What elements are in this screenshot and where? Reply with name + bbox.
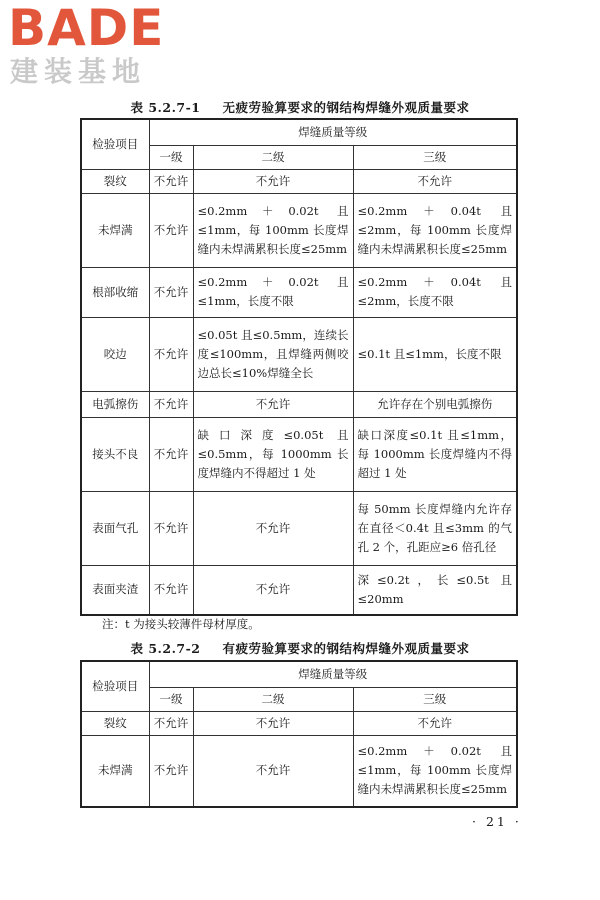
table1 [80, 118, 518, 616]
row-item: 根部收缩 [81, 267, 149, 317]
header-item: 检验项目 [81, 661, 149, 711]
row-grade-3: 每 50mm 长度焊缝内允许存在直径＜0.4t 且≤3mm 的气孔 2 个，孔距应≥6 倍孔径 [353, 491, 517, 565]
table-header-row [81, 119, 517, 145]
row-item: 裂纹 [81, 169, 149, 193]
table-row [81, 267, 517, 317]
row-grade-3: ≤0.1t 且≤1mm，长度不限 [353, 317, 517, 391]
row-grade-1: 不允许 [149, 267, 193, 317]
bade-logo [8, 2, 178, 94]
row-grade-1: 不允许 [149, 735, 193, 807]
row-grade-1: 不允许 [149, 565, 193, 615]
row-grade-2: 不允许 [193, 565, 353, 615]
table-row [81, 491, 517, 565]
header-grade-1: 一级 [149, 145, 193, 169]
row-grade-1: 不允许 [149, 491, 193, 565]
row-grade-2: 不允许 [193, 391, 353, 417]
header-group: 焊缝质量等级 [149, 661, 517, 687]
header-grade-1: 一级 [149, 687, 193, 711]
row-item: 裂纹 [81, 711, 149, 735]
row-grade-3: ≤0.2mm＋0.04t 且≤2mm，每 100mm 长度焊缝内未焊满累积长度≤25mm [353, 193, 517, 267]
table2 [80, 660, 518, 808]
table2-number: 表 5.2.7-2 [130, 641, 201, 656]
row-grade-2: 不允许 [193, 491, 353, 565]
row-grade-1: 不允许 [149, 193, 193, 267]
row-grade-3: ≤0.2mm＋0.02t 且≤1mm，每 100mm 长度焊缝内未焊满累积长度≤25mm [353, 735, 517, 807]
row-grade-3: 不允许 [353, 169, 517, 193]
header-grade-3: 三级 [353, 145, 517, 169]
header-grade-3: 三级 [353, 687, 517, 711]
table2-title: 有疲劳验算要求的钢结构焊缝外观质量要求 [222, 641, 470, 656]
row-grade-1: 不允许 [149, 417, 193, 491]
table-header-row [81, 661, 517, 687]
row-grade-3: 不允许 [353, 711, 517, 735]
row-grade-2: 不允许 [193, 735, 353, 807]
header-group: 焊缝质量等级 [149, 119, 517, 145]
row-grade-2: 不允许 [193, 169, 353, 193]
table-row [81, 193, 517, 267]
row-grade-1: 不允许 [149, 317, 193, 391]
table2-caption [0, 639, 600, 657]
row-item: 接头不良 [81, 417, 149, 491]
row-item: 咬边 [81, 317, 149, 391]
header-grade-2: 二级 [193, 145, 353, 169]
row-grade-3: ≤0.2mm＋0.04t 且≤2mm，长度不限 [353, 267, 517, 317]
row-grade-1: 不允许 [149, 169, 193, 193]
row-grade-3: 缺口深度≤0.1t 且≤1mm，每 1000mm 长度焊缝内不得超过 1 处 [353, 417, 517, 491]
row-grade-2: ≤0.2mm＋0.02t 且≤1mm，每 100mm 长度焊缝内未焊满累积长度≤25mm [193, 193, 353, 267]
row-grade-1: 不允许 [149, 711, 193, 735]
table1-caption [0, 98, 600, 116]
table-row [81, 711, 517, 735]
logo-subtitle: 建装基地 [10, 55, 147, 88]
page-number: · 21 · [472, 814, 522, 829]
row-item: 未焊满 [81, 735, 149, 807]
table-row [81, 565, 517, 615]
row-grade-3: 深≤0.2t，长≤0.5t 且≤20mm [353, 565, 517, 615]
row-grade-1: 不允许 [149, 391, 193, 417]
table-row [81, 417, 517, 491]
table-row [81, 169, 517, 193]
logo-wordmark: BADE [8, 0, 165, 57]
row-item: 电弧擦伤 [81, 391, 149, 417]
row-grade-2: 缺口深度≤0.05t 且≤0.5mm，每 1000mm 长度焊缝内不得超过 1 处 [193, 417, 353, 491]
header-grade-2: 二级 [193, 687, 353, 711]
table1-number: 表 5.2.7-1 [130, 100, 201, 115]
row-grade-2: ≤0.05t 且≤0.5mm，连续长度≤100mm，且焊缝两侧咬边总长≤10%焊缝全长 [193, 317, 353, 391]
row-item: 表面夹渣 [81, 565, 149, 615]
row-item: 表面气孔 [81, 491, 149, 565]
table-row [81, 735, 517, 807]
row-item: 未焊满 [81, 193, 149, 267]
header-item: 检验项目 [81, 119, 149, 169]
row-grade-2: ≤0.2mm＋0.02t 且≤1mm，长度不限 [193, 267, 353, 317]
row-grade-2: 不允许 [193, 711, 353, 735]
table-row [81, 391, 517, 417]
table1-note: 注：t 为接头较薄件母材厚度。 [102, 617, 260, 631]
row-grade-3: 允许存在个别电弧擦伤 [353, 391, 517, 417]
table-row [81, 317, 517, 391]
table1-title: 无疲劳验算要求的钢结构焊缝外观质量要求 [222, 100, 470, 115]
